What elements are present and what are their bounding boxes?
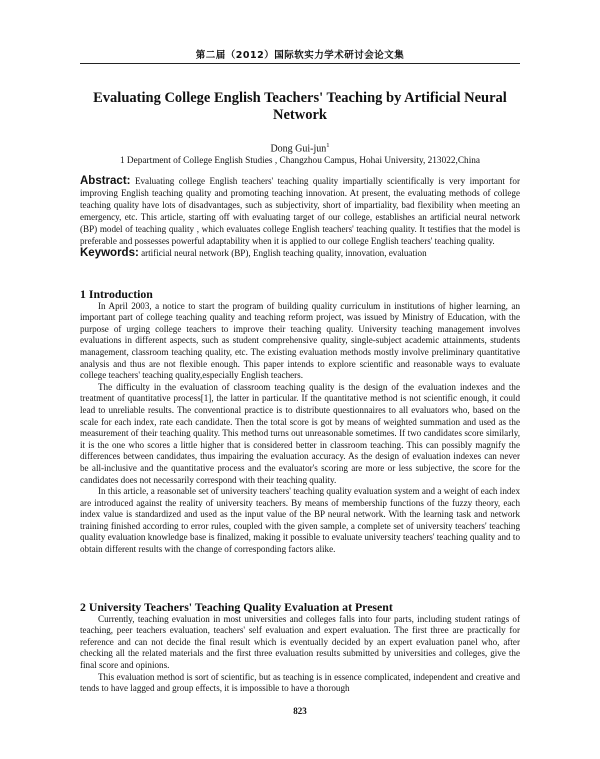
abstract-text: Evaluating college English teachers' teaching quality impartially scientifically is very important for improving English teaching quality and promoting teaching innovation. At present, the evaluating methods of college teaching quality have lots of disadvantages, such as subjectivity, short of impartiality, bad flexibility when meeting an emergency, etc. This article, starting off with evaluating target of our college, establishes an artificial neural network (BP) model of teaching quality , which evaluates college English teachers' teaching quality. It testifies that the model is preferable and possesses powerful adaptability when it is applied to our college English teachers' teaching quality. [80, 176, 520, 246]
keywords-text: artificial neural network (BP), English teaching quality, innovation, evaluation [141, 248, 427, 259]
header-rule [80, 63, 520, 64]
body-paragraph: In April 2003, a notice to start the program of building quality curriculum in institutions of higher learning, an important part of college teaching quality and teaching reform project, was issued by Ministry of Education, with the purpose of urging college teachers to improve their teaching quality. University teaching management involves evaluations in different aspects, such as student comprehensive quality, single-subject academic attainments, students management, classroom teaching quality, etc. The existing evaluation methods mostly involve preliminary quantitative analysis and thus are not flexible enough. This paper intends to explore scientific and reasonable ways to evaluate college teachers' teaching quality,especially English teachers. [80, 300, 520, 381]
body-paragraph: In this article, a reasonable set of university teachers' teaching quality evaluation system and a weight of each index are introduced against the reality of university teachers. By means of membership functions of the fuzzy theory, each index value is standardized and used as the input value of the BP neural network. With the learning task and network training finished according to error rules, coupled with the given sample, a complete set of university teachers' teaching quality evaluation knowledge base is finalized, making it possible to evaluate university teachers' teaching quality and to obtain different results with the change of corresponding factors alike. [80, 486, 520, 555]
abstract-label: Abstract: [80, 175, 131, 187]
section-heading: 2 University Teachers' Teaching Quality Evaluation at Present [80, 600, 393, 614]
abstract-block [80, 176, 520, 260]
author-line [0, 142, 600, 154]
running-header: 第二届（2012）国际软实力学术研讨会论文集 [195, 50, 405, 61]
section-introduction [80, 289, 520, 556]
section-heading: 1 Introduction [80, 287, 153, 301]
body-paragraph: The difficulty in the evaluation of classroom teaching quality is the design of the evaluation indexes and the treatment of quantitative process[1], the latter in particular. If the quantitative method is not scientific enough, it could lead to unreliable results. The conventional practice is to distribute questionnaires to all evaluators who, based on the scale for each index, rate each candidate. Then the total score is got by means of weighted summation and used as the measurement of their teaching quality. This method turns out unreasonable sometimes. If two candidates score similarly, it is the one who scores a little higher that is considered better in classroom teaching. This can possibly magnify the differences between candidates, thus impairing the evaluation accuracy. As the design of evaluation indexes can never be all-inclusive and the quantitative process and the evaluator's scoring are more or less subjective, the score for the candidates does not necessarily correspond with their teaching quality. [80, 381, 520, 485]
author-affiliation-mark: 1 [326, 142, 330, 149]
author-name: Dong Gui-jun [270, 143, 327, 155]
section-evaluation-at-present [80, 602, 520, 695]
abstract-paragraph [80, 176, 520, 247]
body-paragraph: This evaluation method is sort of scientific, but as teaching is in essence complicated, independent and creative and tends to have lagged and group effects, it is impossible to have a thorough [80, 671, 520, 694]
page-number: 823 [293, 706, 307, 716]
paper-title: Evaluating College English Teachers' Teaching by Artificial Neural Network [93, 90, 507, 123]
keywords-label: Keywords: [80, 247, 139, 260]
keywords-paragraph [80, 248, 520, 260]
author-affiliation: 1 Department of College English Studies , Changzhou Campus, Hohai University, 213022,China [119, 156, 481, 166]
body-paragraph: Currently, teaching evaluation in most universities and colleges falls into four parts, including student ratings of teaching, peer teachers evaluation, teachers' self evaluation and expert evaluation. The first three are practically for reference and can not decide the final result which is eventually decided by an expert evaluation panel who, after checking all the related materials and the first three evaluation results submitted by universities and colleges, give the final score and opinions. [80, 613, 520, 670]
